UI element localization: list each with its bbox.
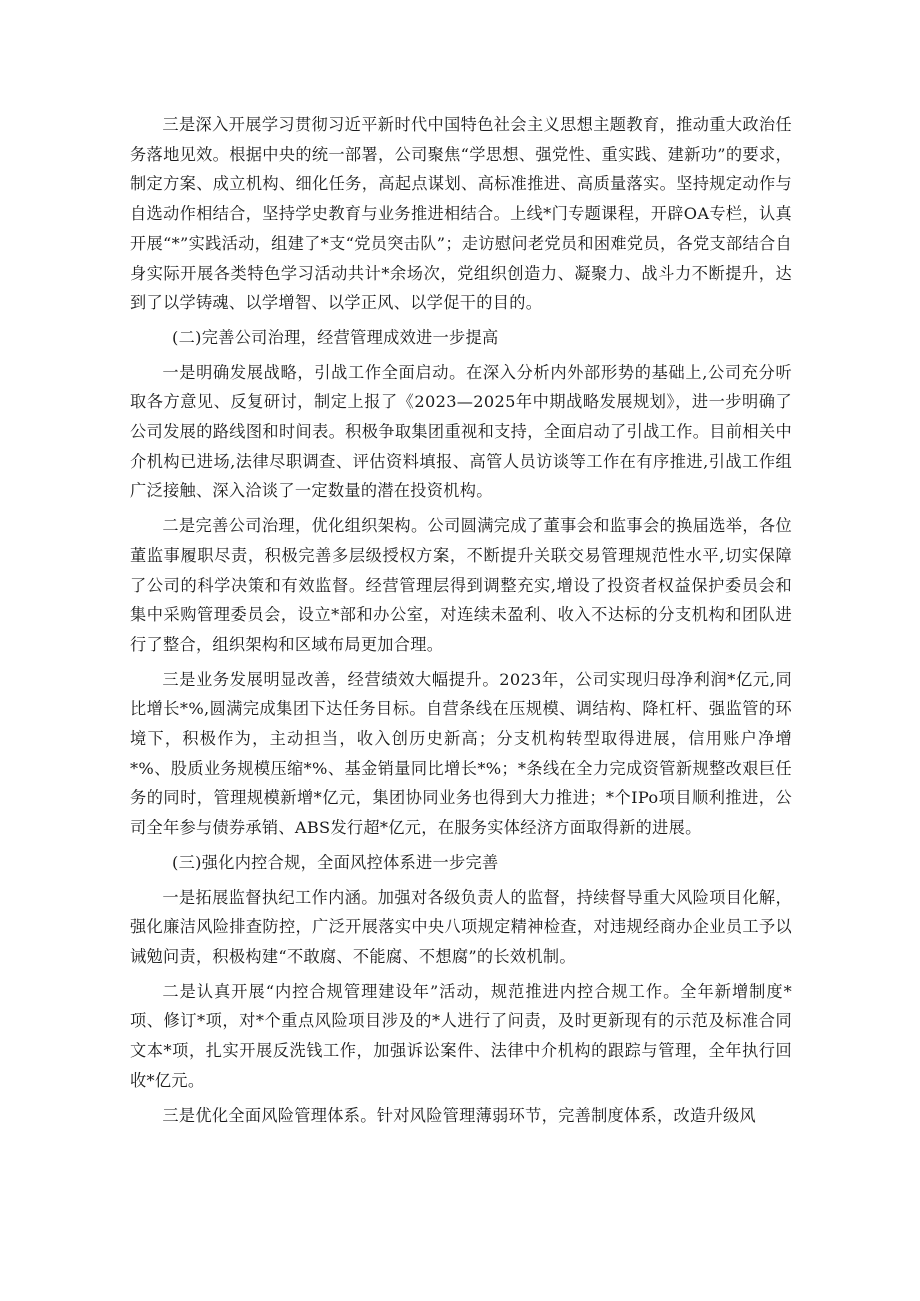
section-heading-compliance: (三)强化内控合规，全面风控体系进一步完善 [172,852,499,872]
document-body [130,110,792,1135]
paragraph-compliance-year: 二是认真开展“内控合规管理建设年”活动，规范推进内控合规工作。全年新增制度*项、修订*项，对*个重点风险项目涉及的*人进行了问责，及时更新现有的示范及标准合同文本*项，扎实开展反洗钱工作，加强诉讼案件、法律中介机构的跟踪与管理，全年执行回收*亿元。 [130,981,792,1090]
paragraph-risk-management: 三是优化全面风险管理体系。针对风险管理薄弱环节，完善制度体系，改造升级风 [162,1105,756,1125]
paragraph-strategy: 一是明确发展战略，引战工作全面启动。在深入分析内外部形势的基础上,公司充分听取各方意见、反复研讨，制定上报了《2023—2025年中期战略发展规划》，进一步明确了公司发展的路线图和时间表。积极争取集团重视和支持，全面启动了引战工作。目前相关中介机构已进场,法律尽职调查、评估资料填报、高管人员访谈等工作在有序推进,引战工作组广泛接触、深入洽谈了一定数量的潜在投资机构。 [130,362,792,501]
paragraph-business-performance: 三是业务发展明显改善，经营绩效大幅提升。2023年，公司实现归母净利润*亿元,同比增长*%,圆满完成集团下达任务目标。自营条线在压规模、调结构、降杠杆、强监管的环境下，积极作为，主动担当，收入创历史新高；分支机构转型取得进展，信用账户净增*%、股质业务规模压缩*%、基金销量同比增长*%；*条线在全力完成资管新规整改艰巨任务的同时，管理规模新增*亿元，集团协同业务也得到大力推进；*个IPo项目顺利推进，公司全年参与债券承销、ABS发行超*亿元，在服务实体经济方面取得新的进展。 [130,669,792,838]
paragraph-party-education: 三是深入开展学习贯彻习近平新时代中国特色社会主义思想主题教育，推动重大政治任务落地见效。根据中央的统一部署，公司聚焦“学思想、强党性、重实践、建新功”的要求，制定方案、成立机构、细化任务，高起点谋划、高标准推进、高质量落实。坚持规定动作与自选动作相结合，坚持学史教育与业务推进相结合。上线*门专题课程，开辟OA专栏，认真开展“*”实践活动，组建了*支“党员突击队”；走访慰问老党员和困难党员，各党支部结合自身实际开展各类特色学习活动共计*余场次，党组织创造力、凝聚力、战斗力不断提升，达到了以学铸魂、以学增智、以学正风、以学促干的目的。 [130,115,792,313]
paragraph-governance: 二是完善公司治理，优化组织架构。公司圆满完成了董事会和监事会的换届选举，各位董监事履职尽责，积极完善多层级授权方案，不断提升关联交易管理规范性水平,切实保障了公司的科学决策和有效监督。经营管理层得到调整充实,增设了投资者权益保护委员会和集中采购管理委员会，设立*部和办公室，对连续未盈利、收入不达标的分支机构和团队进行了整合，组织架构和区域布局更加合理。 [130,516,792,654]
section-heading-governance: (二)完善公司治理，经营管理成效进一步提高 [172,327,499,347]
paragraph-supervision: 一是拓展监督执纪工作内涵。加强对各级负责人的监督，持续督导重大风险项目化解，强化廉洁风险排查防控，广泛开展落实中央八项规定精神检查，对违规经商办企业员工予以诫勉问责，积极构建“不敢腐、不能腐、不想腐”的长效机制。 [130,887,792,966]
